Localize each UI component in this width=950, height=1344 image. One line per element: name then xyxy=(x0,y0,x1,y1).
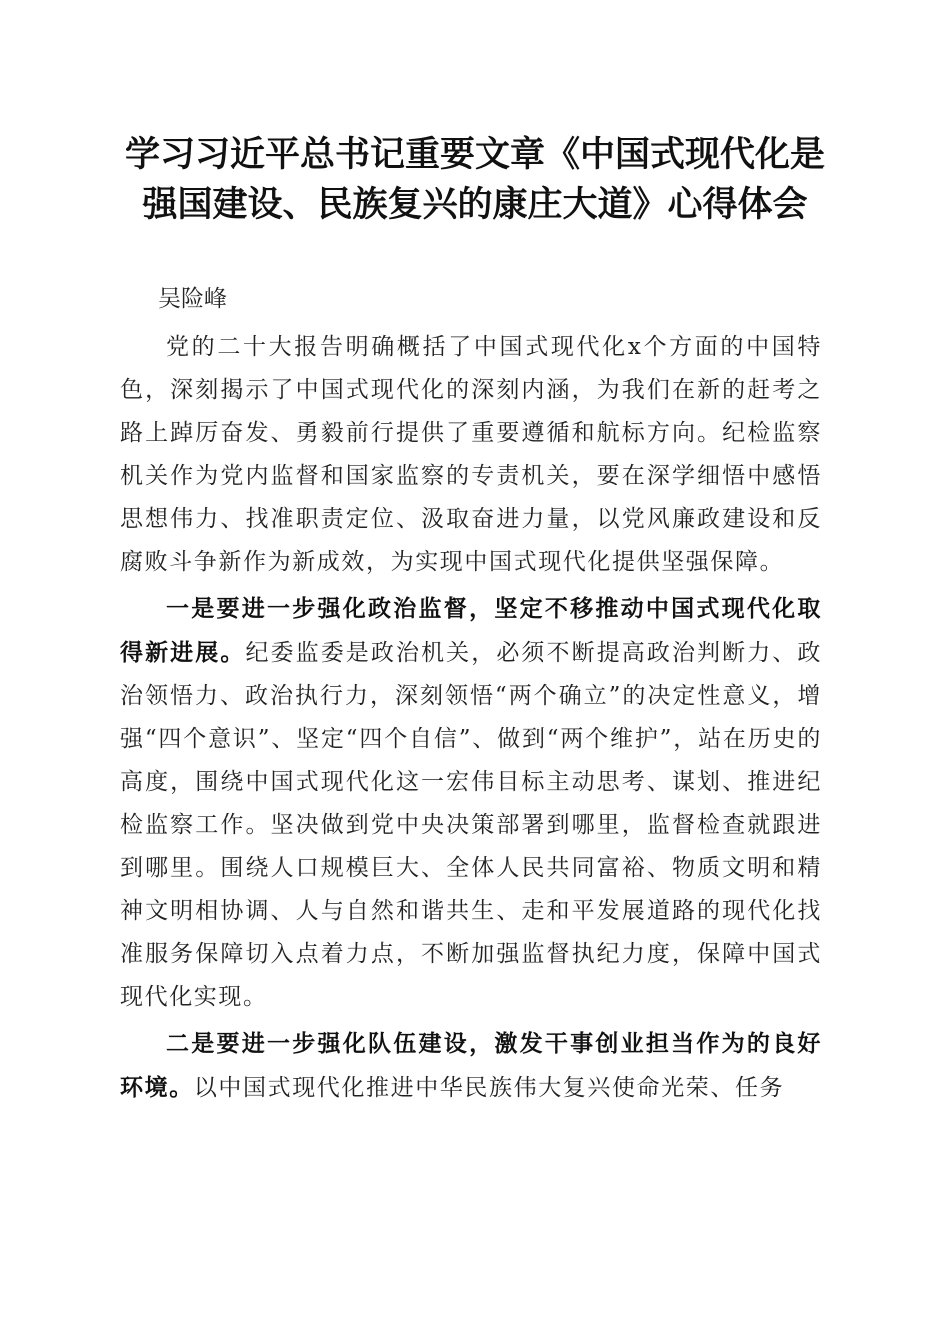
title-line-1: 学习习近平总书记重要文章《中国式现代化是 xyxy=(124,134,825,175)
document-body xyxy=(120,326,822,1113)
paragraph-point-two xyxy=(120,1022,822,1110)
paragraph-point-one-heading: 一是要进一步强化政治监督，坚定不移推动中国式现代化取得新进展。 xyxy=(120,595,822,666)
paragraph-intro xyxy=(120,326,822,584)
paragraph-intro-text: 党的二十大报告明确概括了中国式现代化x个方面的中国特色，深刻揭示了中国式现代化的深刻内涵，为我们在新的赶考之路上踔厉奋发、勇毅前行提供了重要遵循和航标方向。纪检监察机关作为党内监督和国家监察的专责机关，要在深学细悟中感悟思想伟力、找准职责定位、汲取奋进力量，以党风廉政建设和反腐败斗争新作为新成效，为实现中国式现代化提供坚强保障。 xyxy=(120,334,822,575)
title-line-2: 强国建设、民族复兴的康庄大道》心得体会 xyxy=(142,184,808,225)
paragraph-point-one xyxy=(120,587,822,1019)
paragraph-point-two-heading: 二是要进一步强化队伍建设，激发干事创业担当作为的良好环境。 xyxy=(120,1030,822,1101)
author-name: 吴险峰 xyxy=(158,286,227,312)
paragraph-point-two-text: 以中国式现代化推进中华民族伟大复兴使命光荣、任务 xyxy=(193,1075,785,1101)
paragraph-point-one-text: 纪委监委是政治机关，必须不断提高政治判断力、政治领悟力、政治执行力，深刻领悟“两个确立”的决定性意义，增强“四个意识”、坚定“四个自信”、做到“两个维护”，站在历史的高度，围绕中国式现代化这一宏伟目标主动思考、谋划、推进纪检监察工作。坚决做到党中央决策部署到哪里，监督检查就跟进到哪里。围绕人口规模巨大、全体人民共同富裕、物质文明和精神文明相协调、人与自然和谐共生、走和平发展道路的现代化找准服务保障切入点着力点，不断加强监督执纪力度，保障中国式现代化实现。 xyxy=(120,640,822,1010)
document-title xyxy=(60,130,890,230)
